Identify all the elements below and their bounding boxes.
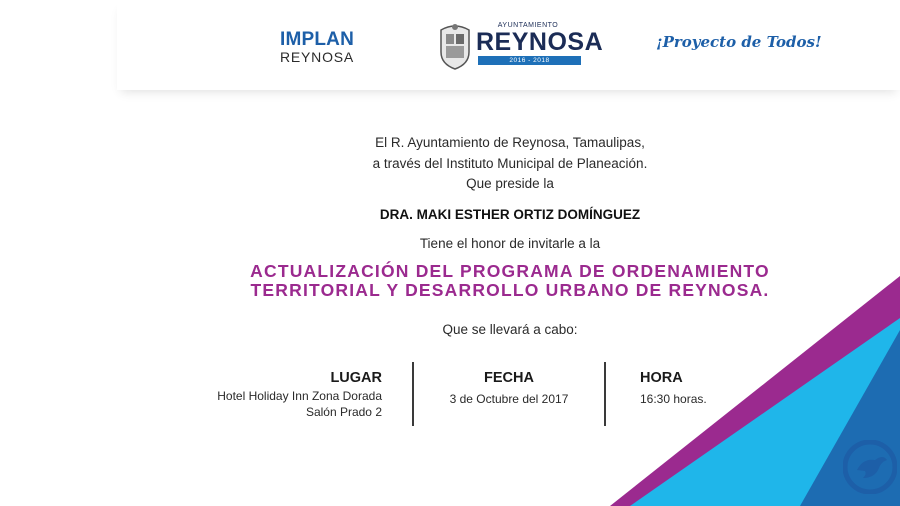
implan-city: REYNOSA bbox=[280, 49, 355, 65]
intro-text bbox=[220, 133, 800, 195]
slogan: ¡Proyecto de Todos! bbox=[656, 33, 822, 51]
intro-line-2: a través del Instituto Municipal de Planeación. bbox=[372, 155, 648, 171]
intro-line-1: El R. Ayuntamiento de Reynosa, Tamaulipas, bbox=[375, 135, 645, 150]
fecha-label: FECHA bbox=[484, 370, 534, 386]
invite-line: Tiene el honor de invitarle a la bbox=[419, 236, 601, 251]
lugar-value bbox=[170, 388, 382, 420]
reynosa-wordmark: REYNOSA bbox=[476, 28, 604, 56]
coat-of-arms-icon bbox=[436, 22, 474, 70]
hora-label: HORA bbox=[640, 370, 683, 386]
implan-logo bbox=[280, 30, 360, 65]
fecha-value: 3 de Octubre del 2017 bbox=[449, 392, 569, 406]
intro-line-3: Que preside la bbox=[466, 176, 554, 191]
event-title-line-2: TERRITORIAL Y DESARROLLO URBANO DE REYNOSA. bbox=[250, 280, 770, 300]
implan-name: IMPLAN bbox=[280, 29, 355, 50]
lugar-line-2: Salón Prado 2 bbox=[305, 405, 382, 419]
event-title bbox=[220, 262, 800, 300]
honoree-name: DRA. MAKI ESTHER ORTIZ DOMÍNGUEZ bbox=[379, 207, 641, 222]
divider-right bbox=[604, 362, 606, 426]
ayuntamiento-label: AYUNTAMIENTO bbox=[497, 22, 559, 29]
hora-value: 16:30 horas. bbox=[640, 392, 707, 406]
schedule-line: Que se llevará a cabo: bbox=[442, 322, 578, 337]
dove-icon bbox=[843, 440, 897, 494]
event-title-line-1: ACTUALIZACIÓN DEL PROGRAMA DE ORDENAMIENTO bbox=[250, 261, 770, 281]
lugar-line-1: Hotel Holiday Inn Zona Dorada bbox=[217, 389, 382, 403]
reynosa-logo bbox=[436, 22, 604, 70]
term-years: 2016 - 2018 bbox=[478, 56, 581, 65]
lugar-label: LUGAR bbox=[330, 370, 382, 386]
divider-left bbox=[412, 362, 414, 426]
